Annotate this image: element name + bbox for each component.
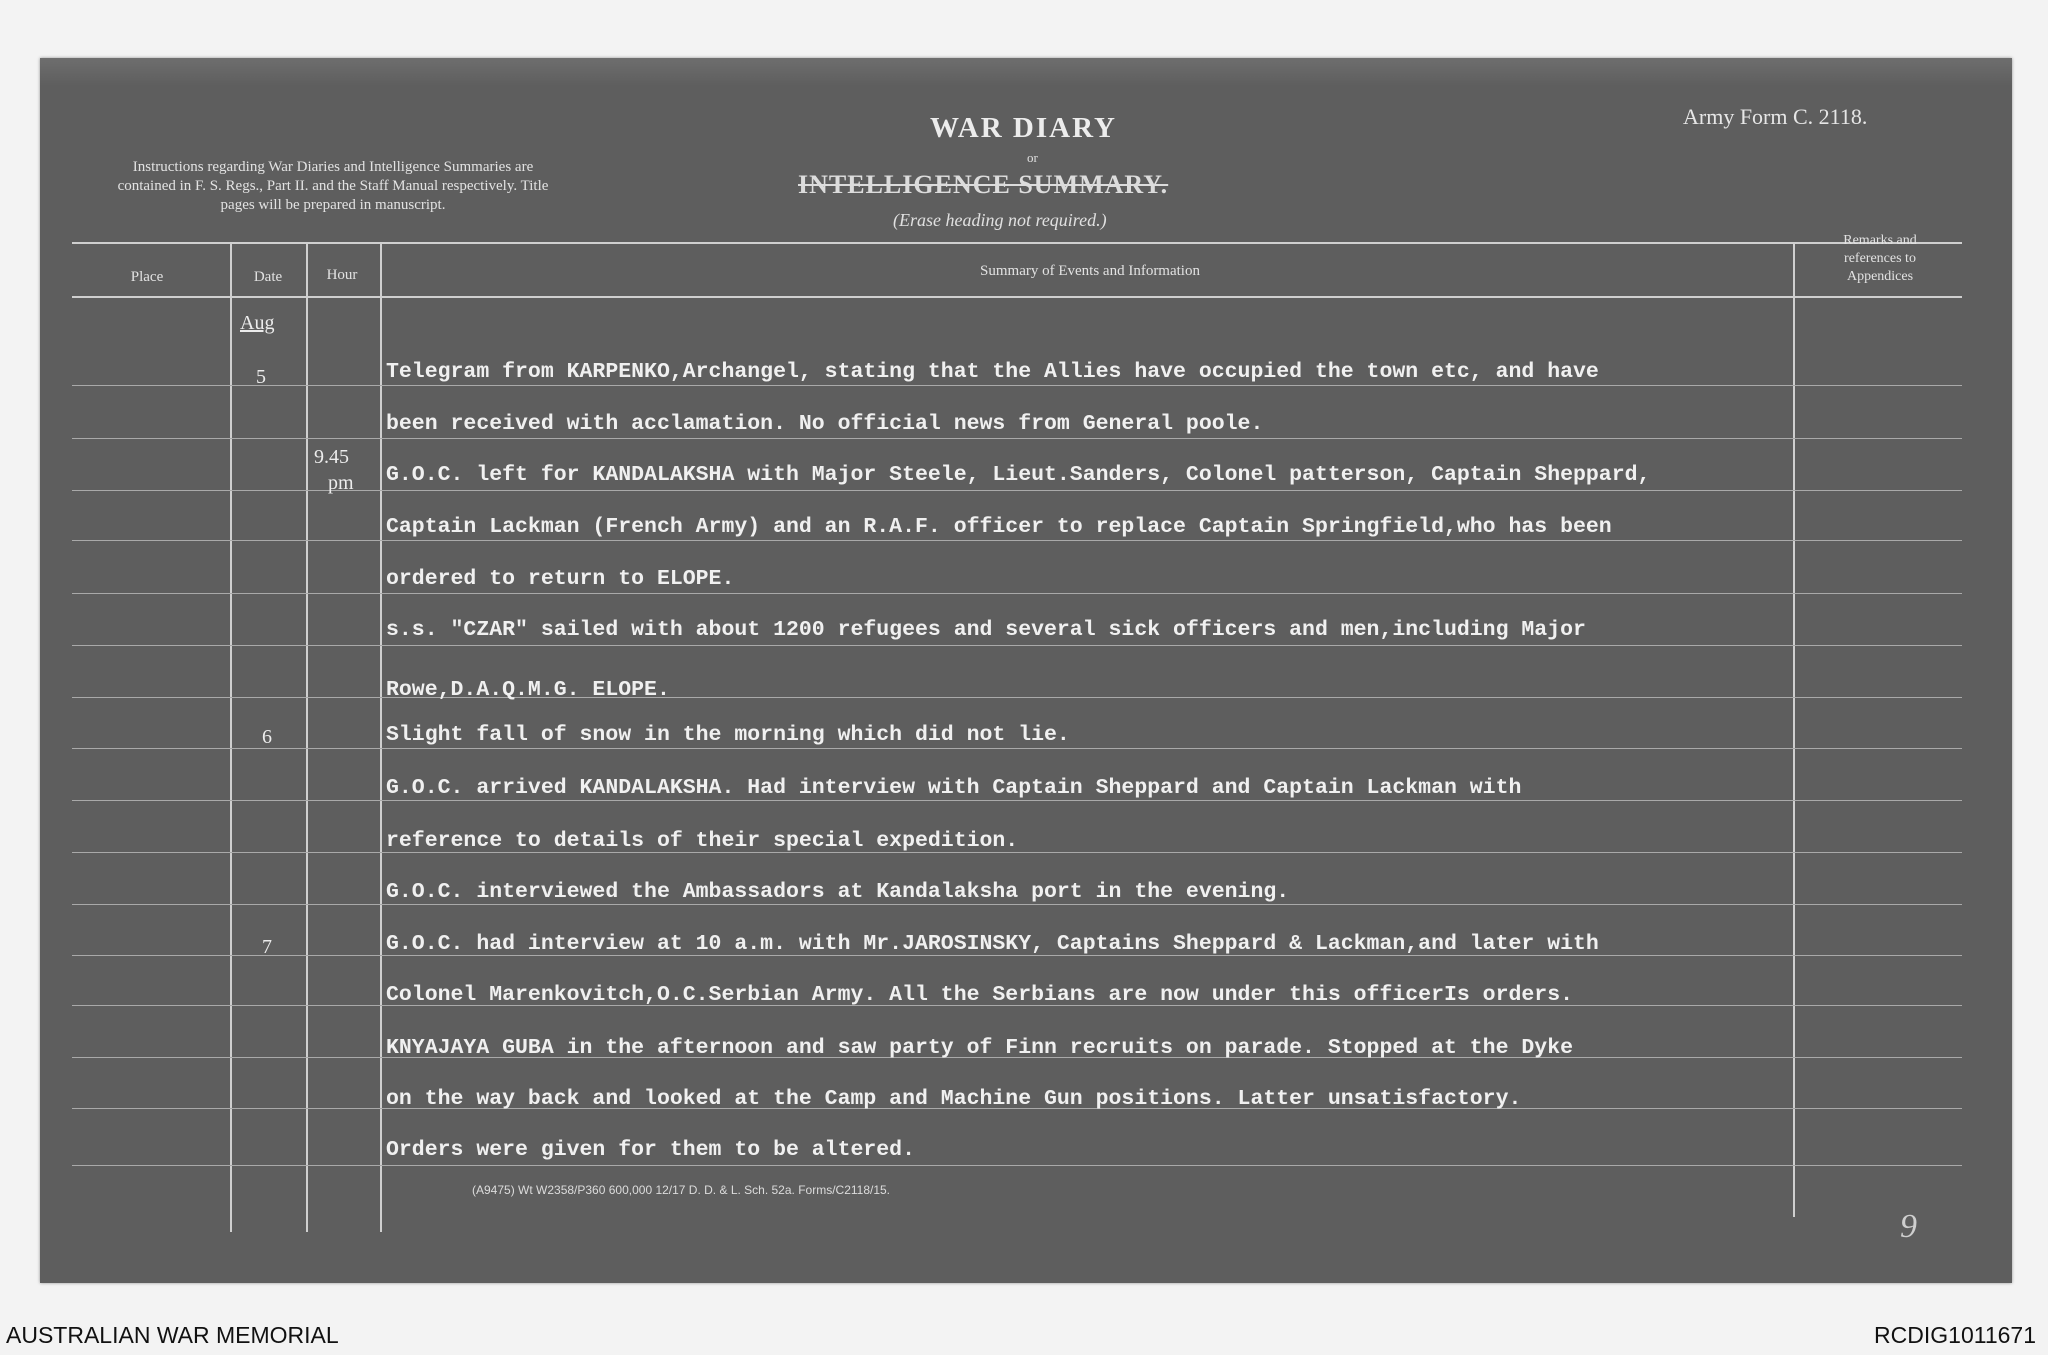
- summary-line: Slight fall of snow in the morning which did not lie.: [386, 723, 1070, 747]
- ruled-line: [72, 1165, 1962, 1166]
- table-top-rule: [72, 242, 1962, 244]
- summary-line: KNYAJAYA GUBA in the afternoon and saw party of Finn recruits on parade. Stopped at the Dyke: [386, 1036, 1573, 1060]
- ruled-line: [72, 540, 1962, 541]
- summary-line: ordered to return to ELOPE.: [386, 567, 735, 591]
- ruled-line: [72, 697, 1962, 698]
- ruled-line: [72, 748, 1962, 749]
- summary-line: s.s. "CZAR" sailed with about 1200 refugees and several sick officers and men,including Major: [386, 618, 1586, 642]
- summary-line: reference to details of their special expedition.: [386, 829, 1019, 853]
- summary-line: Orders were given for them to be altered.: [386, 1138, 915, 1162]
- summary-line: been received with acclamation. No official news from General poole.: [386, 412, 1264, 436]
- divider-place-date: [230, 242, 232, 1232]
- col-header-hour: Hour: [326, 267, 358, 283]
- ruled-line: [72, 593, 1962, 594]
- ruled-line: [72, 490, 1962, 491]
- entry-month: Aug: [240, 312, 275, 334]
- col-header-place: Place: [130, 269, 164, 285]
- summary-line: G.O.C. left for KANDALAKSHA with Major Steele, Lieut.Sanders, Colonel patterson, Captain Sheppard,: [386, 463, 1651, 487]
- entry-date: 6: [262, 726, 272, 748]
- divider-date-hour: [306, 242, 308, 1232]
- ruled-line: [72, 904, 1962, 905]
- ruled-line: [72, 438, 1962, 439]
- ruled-line: [72, 800, 1962, 801]
- summary-line: Colonel Marenkovitch,O.C.Serbian Army. All the Serbians are now under this officerIs orders.: [386, 983, 1573, 1007]
- header-bottom-rule: [72, 296, 1962, 298]
- divider-hour-summary: [380, 242, 382, 1232]
- struck-title: INTELLIGENCE SUMMARY.: [798, 170, 1169, 199]
- ruled-line: [72, 645, 1962, 646]
- printer-imprint: (A9475) Wt W2358/P360 600,000 12/17 D. D. & L. Sch. 52a. Forms/C2118/15.: [472, 1183, 891, 1197]
- col-header-date: Date: [253, 269, 283, 285]
- summary-line: on the way back and looked at the Camp and Machine Gun positions. Latter unsatisfactory.: [386, 1087, 1522, 1111]
- divider-summary-remarks: [1793, 242, 1795, 1217]
- ruled-line: [72, 385, 1962, 386]
- page-title: WAR DIARY: [930, 112, 1117, 144]
- erase-note: (Erase heading not required.): [893, 210, 1107, 230]
- entry-date: 7: [262, 936, 272, 958]
- summary-line: G.O.C. interviewed the Ambassadors at Kandalaksha port in the evening.: [386, 880, 1290, 904]
- entry-hour: 9.45: [314, 446, 349, 468]
- col-header-summary: Summary of Events and Information: [980, 263, 1200, 279]
- title-or-word: or: [1027, 150, 1038, 165]
- entry-date: 5: [256, 366, 266, 388]
- footer-record-id: RCDIG1011671: [1874, 1322, 2036, 1348]
- summary-line: Telegram from KARPENKO,Archangel, stating that the Allies have occupied the town etc, and have: [386, 360, 1599, 384]
- summary-line: Captain Lackman (French Army) and an R.A.F. officer to replace Captain Springfield,who has been: [386, 515, 1612, 539]
- summary-line: Rowe,D.A.Q.M.G. ELOPE.: [386, 678, 670, 702]
- form-number: Army Form C. 2118.: [1683, 104, 1868, 129]
- entry-hour-suffix: pm: [328, 472, 354, 494]
- instructions-note: Instructions regarding War Diaries and Intelligence Summaries are contained in F. S. Regs., Part II. and the Staff Manual respectively. Title pages will be prepared in manuscript.: [117, 159, 549, 213]
- summary-line: G.O.C. had interview at 10 a.m. with Mr.JAROSINSKY, Captains Sheppard & Lackman,and later with: [386, 932, 1599, 956]
- footer-institution: AUSTRALIAN WAR MEMORIAL: [6, 1322, 339, 1348]
- summary-line: G.O.C. arrived KANDALAKSHA. Had interview with Captain Sheppard and Captain Lackman with: [386, 776, 1522, 800]
- col-header-remarks: Remarks and references to Appendices: [1843, 233, 1917, 284]
- folio-mark: 9: [1900, 1208, 1917, 1245]
